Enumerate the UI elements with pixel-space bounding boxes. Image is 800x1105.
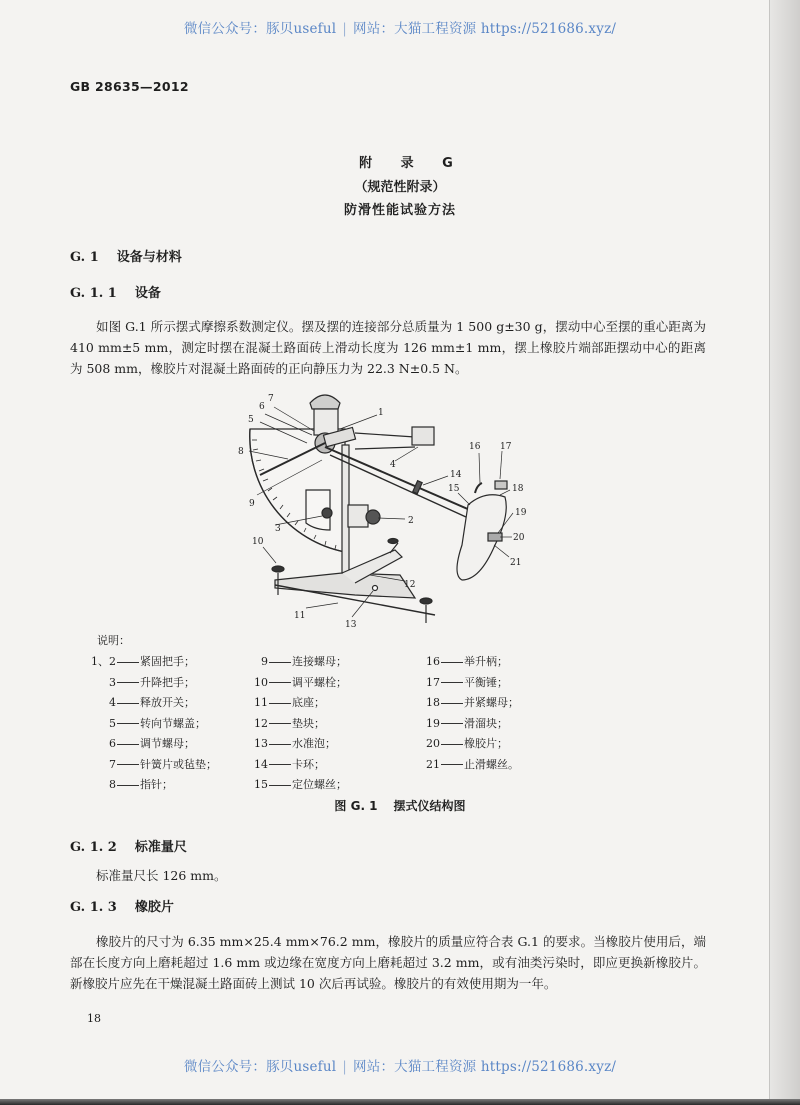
label-part-12: 12 [404,580,416,590]
legend-item: 15 定位螺丝； [254,778,347,791]
label-part-4: 4 [390,460,396,470]
label-part-7: 7 [268,394,274,404]
legend-item: 18 并紧螺母； [426,696,519,709]
section-number: G. 1. 1 [70,286,117,301]
paragraph-rubber-slider: 橡胶片的尺寸为 6.35 mm×25.4 mm×76.2 mm，橡胶片的质量应符合表 G.1 的要求。当橡胶片使用后，端部在长度方向上磨耗超过 1.6 mm 或边缘在宽度方向上磨耗超过 3.2 mm，或有油类污染时，即应更换新橡胶片。新橡胶片应先在干燥混凝土路面砖上测试 10 次后再试验。橡胶片的有效使用期为一年。 [70,934,706,991]
watermark-top [0,17,800,37]
label-part-19: 19 [515,508,527,518]
label-part-21: 21 [510,558,522,568]
watermark-wechat: 微信公众号：豚贝useful [183,1059,337,1075]
section-heading-g1-2 [70,836,187,855]
legend-item: 9 连接螺母； [261,655,347,668]
section-title: 设备与材料 [116,250,182,265]
legend-item: 1、2 紧固把手； [91,655,195,668]
section-title: 橡胶片 [134,900,174,915]
annex-name: 防滑性能试验方法 [343,203,456,218]
pendulum-tester-diagram [230,385,550,635]
label-part-13: 13 [345,620,357,630]
section-number: G. 1 [70,250,99,265]
pendulum-tester-illustration [230,385,550,635]
label-part-14: 14 [450,470,462,480]
section-number: G. 1. 3 [70,900,117,915]
section-heading-g1-1 [70,282,161,301]
label-part-3: 3 [275,524,281,534]
label-part-11: 11 [294,611,306,621]
legend-item: 16 举升柄； [426,655,508,668]
label-part-15: 15 [448,484,460,494]
legend-item: 7 针簧片或毡垫； [109,757,217,771]
annex-title: 附 录 G [359,156,465,171]
label-part-18: 18 [512,484,524,494]
standard-code: GB 28635—2012 [70,79,189,94]
figure-title: 摆式仪结构图 [393,799,466,813]
legend-column-3 [426,652,519,775]
legend-item: 19 滑溜块； [426,716,508,730]
watermark-separator: | [342,21,348,37]
legend-title: 说明： [97,634,130,647]
figure-number: 图 G. 1 [334,799,378,813]
paragraph-equipment: 如图 G.1 所示摆式摩擦系数测定仪。摆及摆的连接部分总质量为 1 500 g±30 g，摆动中心至摆的重心距离为 410 mm±5 mm，测定时摆在混凝土路面砖上滑动长度为 126 mm±1 mm，摆上橡胶片端部距摆动中心的距离为 508 mm，橡胶片对混凝土路面砖的正向静压力为 22.3 N±0.5 N。 [70,319,706,376]
legend-item: 17 平衡锤； [426,675,508,689]
label-part-6: 6 [259,402,265,412]
page-number: 18 [87,1012,101,1025]
section-title: 设备 [134,286,161,301]
figure-caption [0,797,800,814]
legend-item: 11 底座； [254,696,325,709]
label-part-17: 17 [500,442,512,452]
section-number: G. 1. 2 [70,840,117,855]
legend-column-2 [254,652,347,796]
section-title: 标准量尺 [134,840,187,855]
section-heading-g1-3 [70,896,174,915]
legend-item: 6 调节螺母； [109,737,195,750]
watermark-website: 网站：大猫工程资源 https://521686.xyz/ [353,1059,617,1075]
watermark-website: 网站：大猫工程资源 https://521686.xyz/ [353,21,617,37]
section-heading-g1 [70,246,182,265]
paragraph-standard-ruler: 标准量尺长 126 mm。 [96,868,227,883]
label-part-5: 5 [248,415,254,425]
legend-item: 3 升降把手； [109,675,195,689]
label-part-1: 1 [378,408,384,418]
legend-column-1 [82,652,217,796]
legend-item: 4 释放开关； [109,696,195,709]
watermark-bottom [0,1055,800,1075]
label-part-20: 20 [513,533,525,543]
legend-item: 8 指针； [109,778,173,791]
legend-item: 13 水准泡； [254,737,336,750]
legend-item: 20 橡胶片； [426,737,508,750]
legend-item: 12 垫块； [254,716,325,730]
legend-item: 5 转向节螺盖； [109,716,206,730]
legend-item: 14 卡环； [254,757,325,771]
legend-item: 21 止滑螺丝。 [426,757,519,771]
watermark-wechat: 微信公众号：豚贝useful [183,21,337,37]
label-part-2: 2 [408,516,414,526]
scan-bottom-edge [0,1099,800,1105]
label-part-16: 16 [469,442,481,452]
label-part-9: 9 [249,499,255,509]
legend-item: 10 调平螺栓； [254,675,347,689]
watermark-separator: | [342,1059,348,1075]
label-part-10: 10 [252,537,264,547]
label-part-8: 8 [238,447,244,457]
annex-type: （规范性附录） [354,180,446,195]
